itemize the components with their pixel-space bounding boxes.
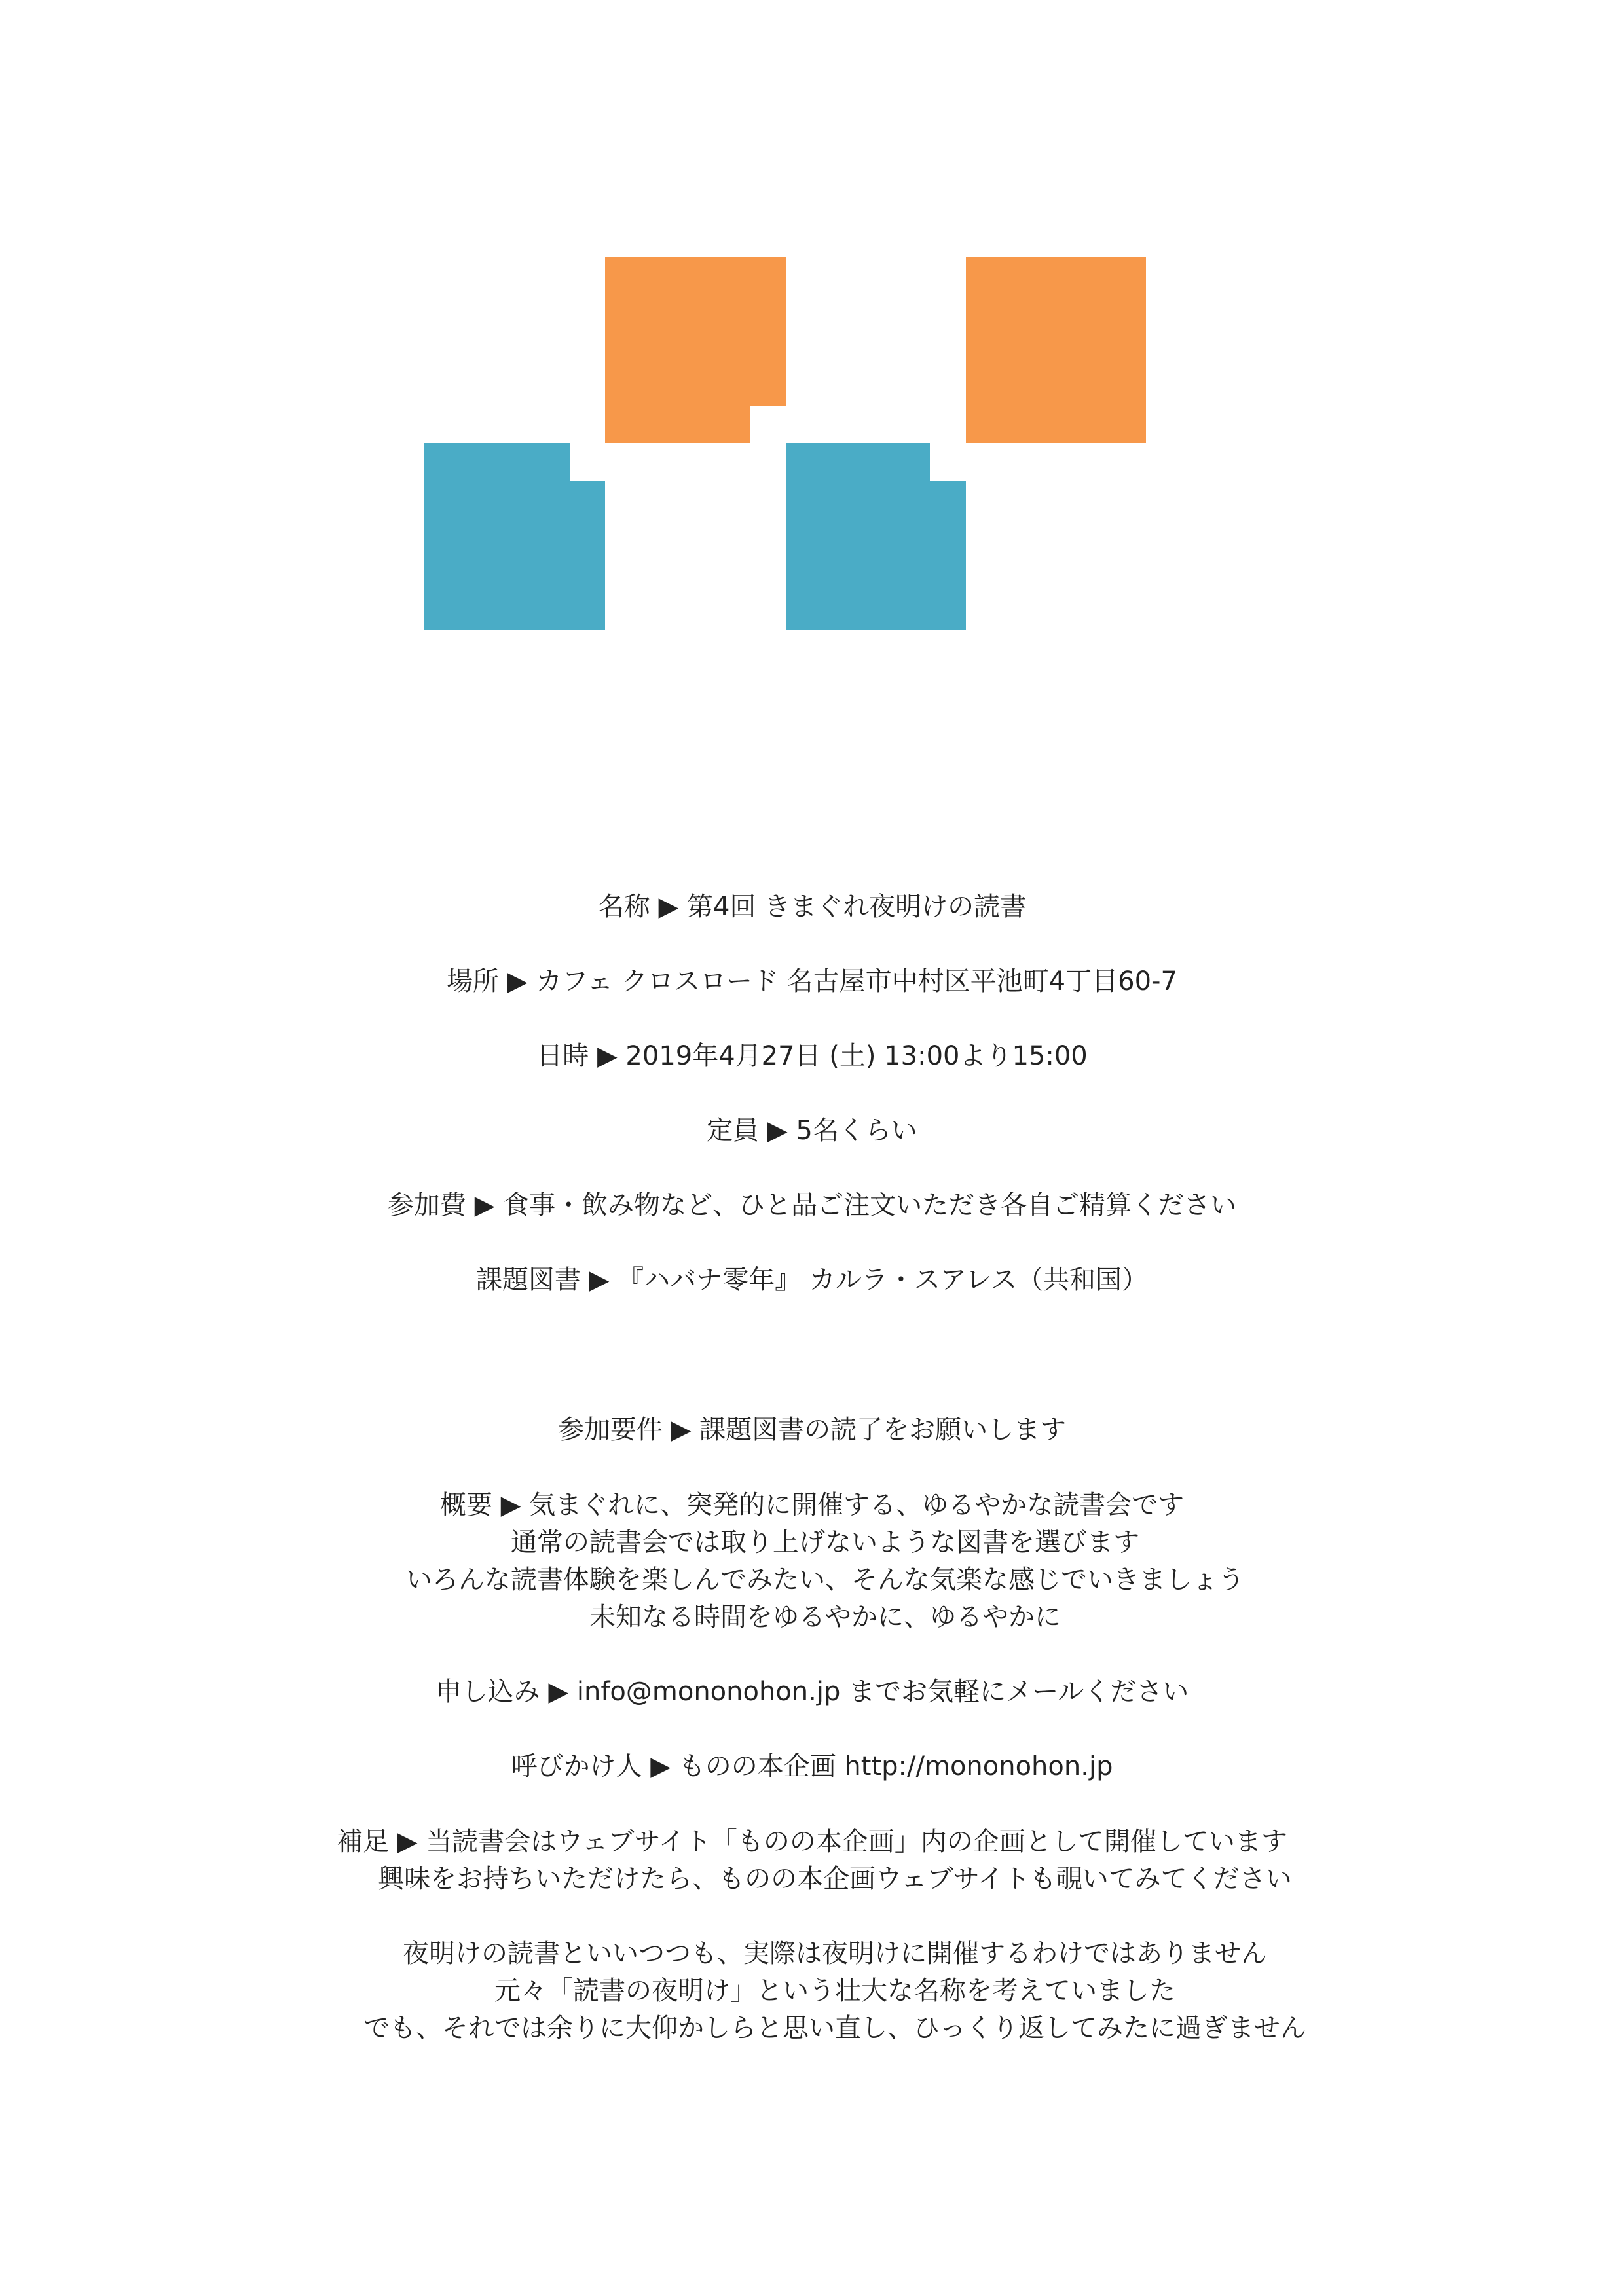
note-line-4: 元々「読書の夜明け」という壮大な名称を考えていました	[494, 1976, 1175, 2006]
blue-square-right	[786, 443, 966, 630]
name-line: 名称 ▶ 第4回 きまぐれ夜明けの読書	[597, 892, 1027, 922]
summary-line-2: 通常の読書会では取り上げないような図書を選びます	[511, 1527, 1139, 1558]
place-line: 場所 ▶ カフェ クロスロード 名古屋市中村区平池町4丁目60-7	[447, 966, 1177, 996]
event-logo	[0, 0, 1624, 655]
summary-line-4: 未知なる時間をゆるやかに、ゆるやかに	[589, 1602, 1061, 1632]
capacity-line: 定員 ▶ 5名くらい	[707, 1116, 917, 1146]
datetime-line: 日時 ▶ 2019年4月27日 (土) 13:00より15:00	[536, 1041, 1088, 1071]
note-line-1: 補足 ▶ 当読書会はウェブサイト「ものの本企画」内の企画として開催しています	[337, 1827, 1287, 1857]
fee-line: 参加費 ▶ 食事・飲み物など、ひと品ご注文いただき各自ご精算ください	[387, 1190, 1237, 1220]
summary-line-3: いろんな読書体験を楽しんでみたい、そんな気楽な感じでいきましょう	[406, 1565, 1244, 1595]
note-line-2: 興味をお持ちいただけたら、ものの本企画ウェブサイトも覗いてみてください	[378, 1864, 1292, 1894]
summary-line-1: 概要 ▶ 気まぐれに、突発的に開催する、ゆるやかな読書会です	[439, 1490, 1185, 1520]
requirement-line: 参加要件 ▶ 課題図書の読了をお願いします	[557, 1415, 1067, 1445]
orange-square-right	[966, 257, 1146, 443]
blue-square-left	[424, 443, 605, 630]
organizer-line: 呼びかけ人 ▶ ものの本企画 http://mononohon.jp	[511, 1751, 1113, 1781]
orange-square-left	[605, 257, 786, 443]
note-line-5: でも、それでは余りに大仰かしらと思い直し、ひっくり返してみたに過ぎません	[363, 2013, 1306, 2043]
book-line: 課題図書 ▶ 『ハバナ零年』 カルラ・スアレス（共和国）	[475, 1265, 1149, 1295]
application-line: 申し込み ▶ info@mononohon.jp までお気軽にメールください	[435, 1677, 1189, 1707]
note-line-3: 夜明けの読書といいつつも、実際は夜明けに開催するわけではありません	[403, 1939, 1267, 1969]
